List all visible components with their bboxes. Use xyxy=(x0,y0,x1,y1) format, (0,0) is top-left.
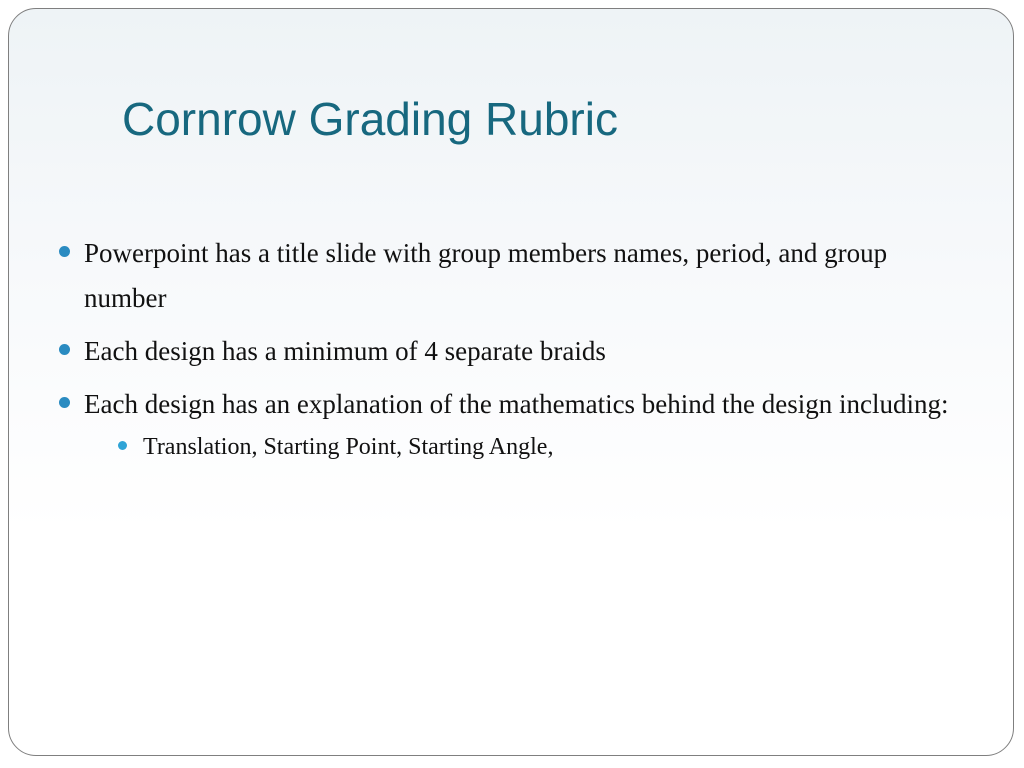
bullet-list xyxy=(57,231,957,473)
sub-bullet-list xyxy=(84,429,957,465)
sub-bullet-dot-icon xyxy=(118,441,127,450)
sub-bullet-item xyxy=(116,429,957,465)
bullet-dot-icon xyxy=(59,397,70,408)
bullet-text: Each design has a minimum of 4 separate braids xyxy=(84,336,606,366)
bullet-dot-icon xyxy=(59,246,70,257)
sub-bullet-text: Translation, Starting Point, Starting Angle, xyxy=(143,434,554,460)
bullet-dot-icon xyxy=(59,344,70,355)
slide-frame xyxy=(8,8,1014,756)
slide-title: Cornrow Grading Rubric xyxy=(122,93,618,145)
bullet-item xyxy=(57,329,957,374)
bullet-text: Powerpoint has a title slide with group members names, period, and group number xyxy=(84,238,888,313)
bullet-text: Each design has an explanation of the mathematics behind the design including: xyxy=(84,389,949,419)
bullet-item xyxy=(57,382,957,465)
bullet-item xyxy=(57,231,957,321)
